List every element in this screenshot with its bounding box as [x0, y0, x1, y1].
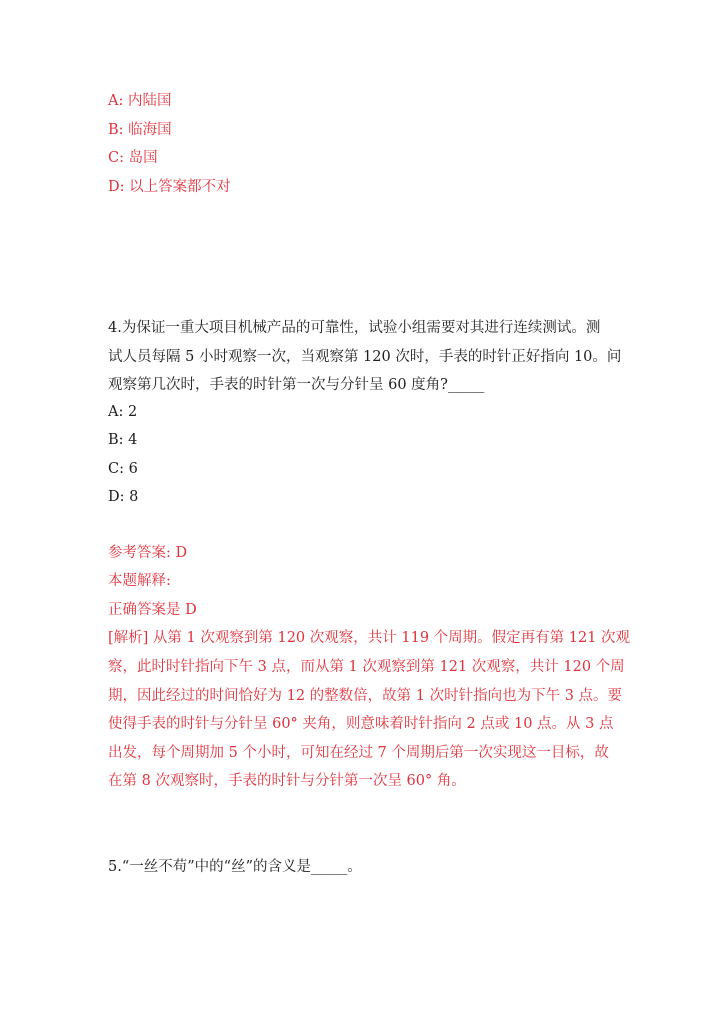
- q4-explanation-line-3: 期，因此经过的时间恰好为 12 的整数倍，故第 1 次时针指向也为下午 3 点。要: [108, 688, 623, 704]
- q4-explanation-line-1: [解析] 从第 1 次观察到第 120 次观察，共计 119 个周期。假定再有第 121 次观: [108, 630, 631, 646]
- q4-explanation-line-4: 使得手表的时针与分针呈 60° 夹角，则意味着时针指向 2 点或 10 点。从 3 点: [108, 716, 614, 732]
- q3-option-c: C: 岛国: [108, 150, 158, 166]
- q4-option-a: A: 2: [108, 404, 138, 420]
- q3-option-d: D: 以上答案都不对: [108, 179, 231, 195]
- q4-explain-label: 本题解释:: [108, 573, 171, 589]
- q4-stem-line-1: 4.为保证一重大项目机械产品的可靠性，试验小组需要对其进行连续测试。测: [108, 320, 601, 336]
- q4-answer-label: 参考答案: D: [108, 545, 188, 561]
- q5-stem: 5.“一丝不苟”中的“丝”的含义是_____。: [108, 859, 362, 875]
- q4-explanation-line-2: 察，此时时针指向下午 3 点，而从第 1 次观察到第 121 次观察，共计 120 个周: [108, 659, 625, 675]
- q3-option-a: A: 内陆国: [108, 93, 172, 109]
- q4-correct-line: 正确答案是 D: [108, 602, 197, 618]
- q4-explanation-line-6: 在第 8 次观察时，手表的时针与分针第一次呈 60° 角。: [108, 773, 466, 789]
- q4-stem-line-2: 试人员每隔 5 小时观察一次，当观察第 120 次时，手表的时针正好指向 10。问: [108, 349, 622, 365]
- q4-option-c: C: 6: [108, 461, 138, 477]
- q4-explanation-line-5: 出发，每个周期加 5 个小时，可知在经过 7 个周期后第一次实现这一目标，故: [108, 745, 609, 761]
- q3-option-b: B: 临海国: [108, 122, 172, 138]
- q4-option-d: D: 8: [108, 489, 139, 505]
- q4-option-b: B: 4: [108, 432, 138, 448]
- q4-stem-line-3: 观察第几次时，手表的时针第一次与分针呈 60 度角?_____: [108, 377, 485, 393]
